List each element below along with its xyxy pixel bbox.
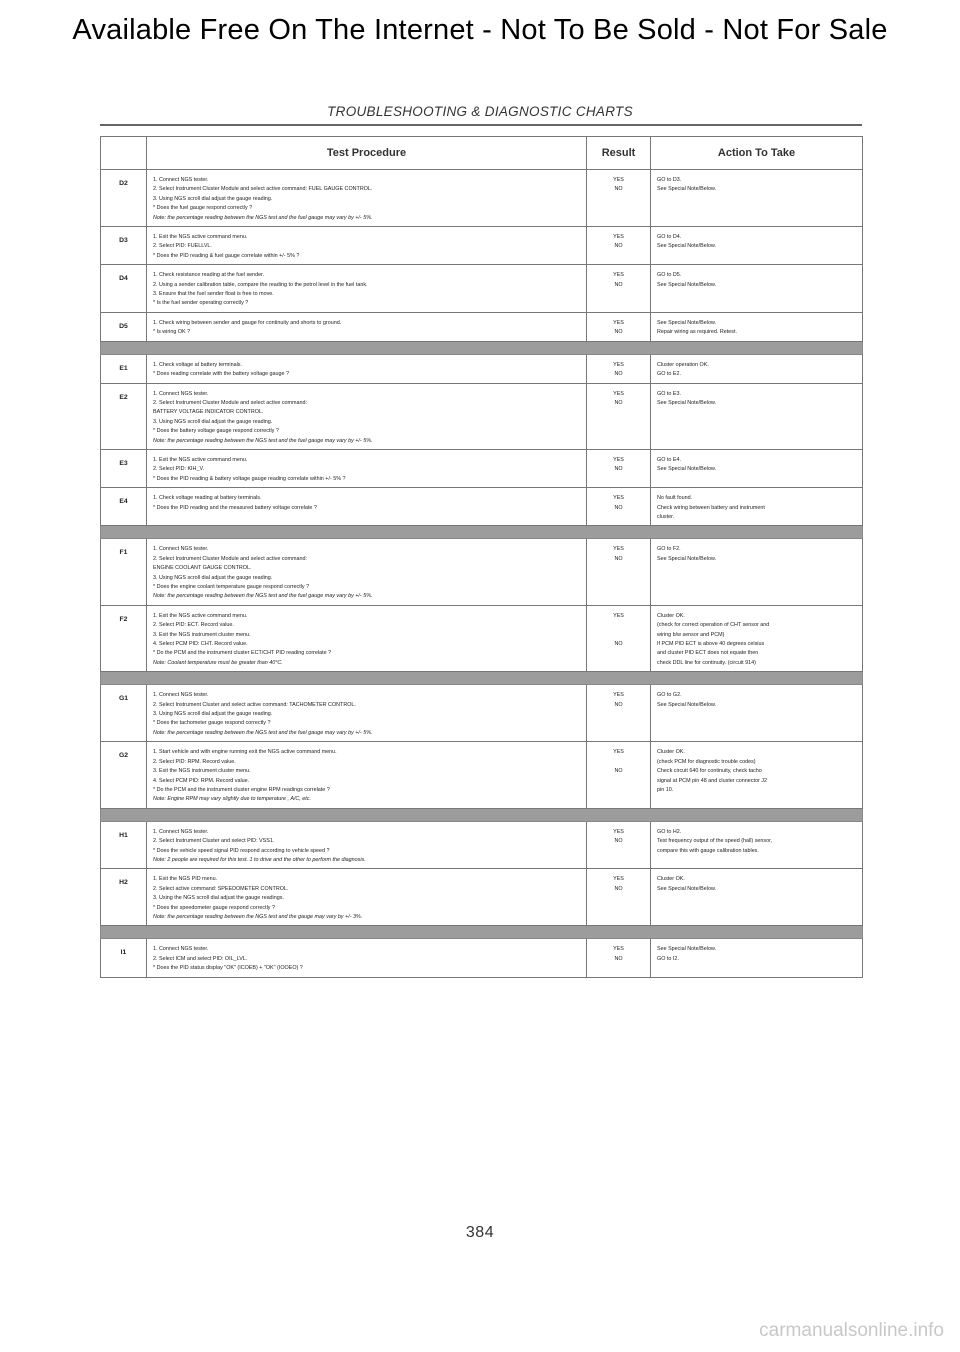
test-procedure-cell-line: 2. Select Instrument Cluster and select active command: TACHOMETER CONTROL. [153,701,356,708]
test-procedure-cell-line: * Does the PID reading & fuel gauge correlate within +/- 5% ? [153,252,300,259]
test-procedure-cell [147,605,587,671]
result-cell-line [589,758,648,767]
result-cell-line: YES [613,612,624,619]
test-procedure-cell-line: * Does reading correlate with the battery voltage gauge ? [153,371,290,378]
action-cell-line: check DDL line for continuity. (circuit 914) [657,659,756,666]
test-procedure-cell-line: Note: Engine RPM may vary slightly due to temperature , A/C, etc. [153,796,311,803]
header-test-procedure: Test Procedure [147,137,587,170]
step-id: D3 [101,227,147,265]
action-cell-line: Check wiring between battery and instrument [657,504,765,511]
test-procedure-cell [147,354,587,383]
header-result: Result [587,137,651,170]
test-procedure-cell [147,449,587,487]
result-cell [587,742,651,808]
result-cell [587,312,651,341]
test-procedure-cell-line: * Is wiring OK ? [153,329,191,336]
action-cell [651,170,863,227]
test-procedure-cell-line: * Does the engine coolant temperature gauge respond correctly ? [153,584,310,590]
result-cell-line: YES [613,828,624,835]
table-row [101,605,863,671]
result-cell-line: YES [613,692,624,699]
test-procedure-cell-line: 3. Using NGS scroll dial adjust the gauge reading. [153,574,273,581]
result-cell-line: NO [614,329,623,336]
action-cell-line: signal at PCM pin 48 and cluster connector J2 [657,777,767,784]
test-procedure-cell-line: 3. Using the NGS scroll dial adjust the gauge readings. [153,895,284,902]
section-divider [101,926,863,939]
test-procedure-cell-line: * Does the battery voltage gauge respond correctly ? [153,428,279,435]
test-procedure-cell-line: 1. Connect NGS tester. [153,692,209,699]
result-cell-line: YES [613,946,624,953]
test-procedure-cell-line: 2. Select PID: FUELLVL. [153,243,212,250]
section-divider-cell [101,341,863,354]
action-cell [651,869,863,926]
section-divider-cell [101,672,863,685]
step-id: G2 [101,742,147,808]
table-row [101,383,863,449]
table-row [101,354,863,383]
test-procedure-cell-line: ENGINE COOLANT GAUGE CONTROL. [153,565,252,572]
result-cell [587,265,651,313]
action-cell-line: No fault found. [657,495,693,502]
action-cell [651,821,863,869]
result-cell [587,605,651,671]
action-cell-line: GO to E4. [657,456,681,463]
table-row [101,539,863,605]
step-id: E3 [101,449,147,487]
step-id: D2 [101,170,147,227]
result-cell [587,227,651,265]
test-procedure-cell-line: 1. Exit the NGS PID menu. [153,876,218,883]
test-procedure-cell-line: Note: the percentage reading between the NGS test and the gauge may vary by +/- 3%. [153,913,363,920]
test-procedure-cell [147,539,587,605]
result-cell-line: NO [614,466,623,473]
action-cell-line: See Special Note/Below. [657,243,717,250]
result-cell [587,383,651,449]
action-cell-line: GO to F2. [657,546,681,553]
result-cell [587,685,651,742]
result-cell-line: YES [613,390,624,397]
test-procedure-cell-line: * Does the PID reading & battery voltage gauge reading correlate within +/- 5% ? [153,475,346,482]
step-id: I1 [101,939,147,977]
test-procedure-cell-line: 1. Connect NGS tester. [153,946,209,953]
action-cell-line: See Special Note/Below. [657,466,717,473]
result-cell-line: NO [614,555,623,562]
test-procedure-cell-line: * Does the PID reading and the measured battery voltage correlate ? [153,504,317,511]
test-procedure-cell-line: 2. Select PID: KIH_V. [153,466,205,473]
result-cell [587,449,651,487]
action-cell-line: pin 10. [657,786,674,793]
section-divider [101,526,863,539]
result-cell-line: YES [613,177,624,183]
test-procedure-cell-line: 2. Select Instrument Cluster and select PID: VSS1. [153,838,275,845]
result-cell-line: NO [614,641,623,648]
test-procedure-cell-line: Note: the percentage reading between the NGS test and the fuel gauge may vary by +/- 5%. [153,729,373,736]
section-divider-cell [101,926,863,939]
table-row [101,742,863,808]
table-row [101,170,863,227]
step-id: H2 [101,869,147,926]
section-divider [101,341,863,354]
watermark: carmanualsonline.info [759,1320,944,1341]
section-divider [101,672,863,685]
table-row [101,939,863,977]
test-procedure-cell-line: Note: the percentage reading between the NGS test and the fuel gauge may vary by +/- 5%. [153,214,373,221]
result-cell-line: YES [613,456,624,463]
result-cell-line: YES [613,749,624,756]
availability-banner: Available Free On The Internet - Not To Be Sold - Not For Sale [72,14,888,46]
step-id: H1 [101,821,147,869]
diagnostic-table [100,136,863,978]
test-procedure-cell [147,170,587,227]
action-cell [651,354,863,383]
table-header-row [101,137,863,170]
action-cell-line: Cluster operation OK. [657,361,709,368]
table-row [101,488,863,526]
step-id: E4 [101,488,147,526]
header-id [101,137,147,170]
section-divider-cell [101,526,863,539]
table-row [101,265,863,313]
test-procedure-cell-line: 2. Select ICM and select PID: OIL_LVL. [153,955,248,962]
result-cell-line: NO [614,371,623,378]
test-procedure-cell [147,312,587,341]
action-cell [651,488,863,526]
test-procedure-cell-line: BATTERY VOLTAGE INDICATOR CONTROL. [153,409,264,416]
action-cell-line: See Special Note/Below. [657,319,717,326]
result-cell-line: YES [613,319,624,326]
action-cell-line: GO to G2. [657,692,682,699]
action-cell-line: See Special Note/Below. [657,399,717,406]
result-cell-line: NO [614,504,623,511]
result-cell-line: NO [614,838,623,845]
test-procedure-cell-line: * Do the PCM and the instrument cluster engine RPM readings correlate ? [153,786,330,793]
result-cell-line: NO [614,955,623,962]
action-cell-line: (check PCM for diagnostic trouble codes) [657,758,756,765]
action-cell-line: wiring b/w sensor and PCM) [657,631,725,638]
section-divider-cell [101,808,863,821]
result-cell-line [589,621,648,630]
test-procedure-cell-line: 1. Check voltage at battery terminals. [153,361,242,368]
test-procedure-cell-line: Note: the percentage reading between the NGS test and the fuel gauge may vary by +/- 5%. [153,593,373,600]
action-cell-line: and cluster PID ECT does not equate then [657,650,759,657]
test-procedure-cell-line: Note: 2 people are required for this test. 1 to drive and the other to perform the diagnosis. [153,856,366,863]
table-row [101,685,863,742]
test-procedure-cell-line: 1. Exit the NGS active command menu. [153,234,248,241]
test-procedure-cell [147,869,587,926]
test-procedure-cell-line: 1. Check voltage reading at battery terminals. [153,495,262,502]
test-procedure-cell-line: 4. Select PCM PID: RPM. Record value. [153,777,250,784]
action-cell [651,685,863,742]
test-procedure-cell [147,227,587,265]
test-procedure-cell [147,685,587,742]
test-procedure-cell-line: * Does the speedometer gauge respond correctly ? [153,904,275,911]
table-body [101,170,863,978]
test-procedure-cell [147,265,587,313]
step-id: D5 [101,312,147,341]
action-cell-line: If PCM PID ECT is above 40 degrees celsius [657,641,765,648]
action-cell-line: See Special Note/Below. [657,281,717,288]
step-id: D4 [101,265,147,313]
test-procedure-cell-line: Note: Coolant temperature must be greater than 40°C. [153,659,283,666]
result-cell-line: YES [613,234,624,241]
action-cell-line: GO to D3. [657,177,682,183]
test-procedure-cell-line: Note: the percentage reading between the NGS test and the fuel gauge may vary by +/- 5%. [153,437,373,444]
test-procedure-cell-line: 1. Check wiring between sender and gauge for continuity and shorts to ground. [153,319,342,326]
page-number: 384 [465,1224,495,1241]
result-cell-line: NO [614,701,623,708]
action-cell-line: compare this with gauge calibration tables. [657,847,759,854]
test-procedure-cell-line: * Does the tachometer gauge respond correctly ? [153,720,271,727]
test-procedure-cell-line: 3. Using NGS scroll dial adjust the gauge reading. [153,711,273,718]
step-id: F2 [101,605,147,671]
test-procedure-cell-line: 1. Connect NGS tester. [153,177,209,183]
result-cell-line: YES [613,546,624,553]
action-cell-line: GO to I2. [657,955,679,962]
test-procedure-cell-line: 1. Check resistance reading at the fuel sender. [153,272,265,279]
test-procedure-cell-line: * Is the fuel sender operating correctly ? [153,300,249,307]
action-cell-line: GO to D5. [657,272,682,279]
action-cell-line: Cluster OK. [657,612,685,619]
test-procedure-cell-line: 2. Select active command: SPEEDOMETER CONTROL. [153,885,289,892]
result-cell [587,488,651,526]
test-procedure-cell [147,939,587,977]
action-cell-line: See Special Note/Below. [657,946,717,953]
action-cell-line: Check circuit 640 for continuity, check tacho [657,768,762,775]
result-cell-line [589,631,648,640]
result-cell-line: YES [613,272,624,279]
test-procedure-cell-line: 3. Using NGS scroll dial adjust the gauge reading. [153,418,273,425]
test-procedure-cell-line: 3. Exit the NGS instrument cluster menu. [153,631,251,638]
header-action: Action To Take [651,137,863,170]
test-procedure-cell-line: * Does the PID status display "OK" (ICOEB) + "OK" (IOOEO) ? [153,965,303,972]
action-cell-line: Test frequency output of the speed (hall) sensor, [657,838,773,845]
test-procedure-cell-line: 2. Select Instrument Cluster Module and select active command: [153,555,308,562]
result-cell [587,939,651,977]
table-row [101,449,863,487]
action-cell [651,312,863,341]
action-cell [651,539,863,605]
test-procedure-cell-line: 3. Using NGS scroll dial adjust the gauge reading. [153,195,273,202]
result-cell-line: NO [614,768,623,775]
result-cell-line: NO [614,885,623,892]
action-cell [651,227,863,265]
action-cell-line: (check for correct operation of CHT sensor and [657,622,770,629]
test-procedure-cell-line: 3. Exit the NGS instrument cluster menu. [153,768,251,775]
test-procedure-cell-line: 2. Using a sender calibration table, compare the reading to the petrol level in the fuel tank. [153,281,368,288]
action-cell [651,939,863,977]
result-cell [587,170,651,227]
test-procedure-cell-line: 2. Select PID: RPM. Record value. [153,758,236,765]
action-cell [651,265,863,313]
title-rule [100,124,862,126]
test-procedure-cell-line: * Does the fuel gauge respond correctly ? [153,205,253,212]
result-cell-line: YES [613,495,624,502]
test-procedure-cell-line: 1. Connect NGS tester. [153,828,209,835]
step-id: E1 [101,354,147,383]
test-procedure-cell [147,742,587,808]
step-id: G1 [101,685,147,742]
test-procedure-cell [147,383,587,449]
test-procedure-cell-line: 1. Start vehicle and with engine running exit the NGS active command menu. [153,749,337,756]
table-row [101,869,863,926]
result-cell [587,821,651,869]
test-procedure-cell-line: 2. Select Instrument Cluster Module and select active command: FUEL GAUGE CONTROL. [153,186,373,193]
action-cell-line: See Special Note/Below. [657,555,717,562]
test-procedure-cell-line: 4. Select PCM PID: CHT. Record value. [153,641,248,648]
test-procedure-cell-line: 2. Select PID: ECT. Record value. [153,622,234,629]
action-cell-line: See Special Note/Below. [657,701,717,708]
test-procedure-cell-line: * Does the vehicle speed signal PID respond according to vehicle speed ? [153,847,330,854]
test-procedure-cell-line: 3. Ensure that the fuel sender float is free to move. [153,291,274,298]
result-cell-line: YES [613,361,624,368]
result-cell [587,869,651,926]
table-row [101,821,863,869]
test-procedure-cell-line: * Do the PCM and the instrument cluster ECT/CHT PID reading correlate ? [153,650,332,657]
action-cell-line: GO to H2. [657,828,682,835]
test-procedure-cell-line: 2. Select Instrument Cluster Module and select active command: [153,399,308,406]
action-cell-line: Cluster OK. [657,749,685,756]
step-id: E2 [101,383,147,449]
result-cell-line: YES [613,876,624,883]
table-row [101,227,863,265]
result-cell [587,354,651,383]
section-divider [101,808,863,821]
test-procedure-cell-line: 1. Connect NGS tester. [153,390,209,397]
test-procedure-cell-line: 1. Connect NGS tester. [153,546,209,553]
action-cell [651,449,863,487]
action-cell-line: Repair wiring as required. Retest. [657,329,737,336]
action-cell-line: GO to E2. [657,371,681,378]
action-cell-line: GO to E3. [657,390,681,397]
action-cell-line: See Special Note/Below. [657,885,717,892]
result-cell-line: NO [614,186,623,193]
action-cell-line: Cluster OK. [657,876,685,883]
result-cell-line: NO [614,281,623,288]
step-id: F1 [101,539,147,605]
document-title: TROUBLESHOOTING & DIAGNOSTIC CHARTS [327,104,633,119]
table-row [101,312,863,341]
action-cell-line: cluster. [657,513,675,520]
test-procedure-cell-line: 1. Exit the NGS active command menu. [153,456,248,463]
test-procedure-cell [147,488,587,526]
test-procedure-cell [147,821,587,869]
action-cell-line: See Special Note/Below. [657,186,717,193]
action-cell [651,383,863,449]
action-cell-line: GO to D4. [657,234,682,241]
test-procedure-cell-line: 1. Exit the NGS active command menu. [153,612,248,619]
action-cell [651,742,863,808]
result-cell-line: NO [614,243,623,250]
result-cell [587,539,651,605]
result-cell-line: NO [614,399,623,406]
action-cell [651,605,863,671]
